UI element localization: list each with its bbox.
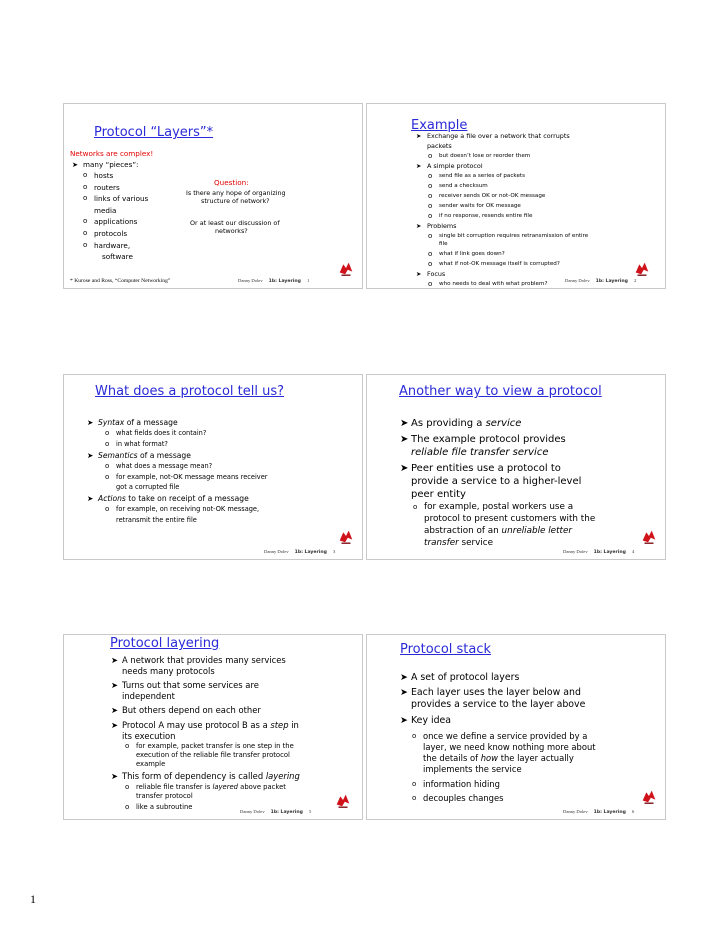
logo-icon [640,527,658,545]
line: got a corrupted file [116,483,180,491]
credit: * Kurose and Ross, “Computer Networking” [70,278,171,284]
line: implements the service [423,764,522,774]
sub-item: o who needs to deal with what problem? [428,280,548,288]
sub-item: o in what format? [105,440,168,448]
bullet: ➤ Exchange a file over a network that corrupts [416,132,570,140]
sub-item: o what fields does it contain? [105,429,207,437]
circle-bullet-icon: o [428,260,433,268]
circle-bullet-icon: o [83,171,88,179]
circle-bullet-icon: o [83,217,88,226]
sub-item: o for example, packet transfer is one step in the [125,742,294,750]
line: protocol to present customers with the [424,514,596,524]
question-label: Question: [214,178,249,187]
sub-item: o but doesn’t lose or reorder them [428,152,531,160]
sub-item: o information hiding [412,779,500,789]
circle-bullet-icon: o [412,780,417,788]
line: retransmit the entire file [116,516,197,524]
arrow-bullet-icon: ➤ [400,687,408,698]
sub-item: o for example, not-OK message means receiver [105,473,268,481]
sub-item: o what if link goes down? [428,250,505,258]
list-item: o applications [83,217,138,227]
sub-item: o sender waits for OK message [428,202,521,210]
list-item: software [102,252,133,262]
circle-bullet-icon: o [428,202,433,210]
sub-item: o what if not-OK message itself is corrupted? [428,260,560,268]
page-number: 1 [30,892,36,906]
line: independent [122,691,175,701]
bullet: ➤ Peer entities use a protocol to [400,463,561,474]
logo-icon [633,259,651,277]
circle-bullet-icon: o [428,172,433,180]
bullet: ➤ Focus [416,270,446,278]
arrow-bullet-icon: ➤ [111,655,119,665]
circle-bullet-icon: o [413,503,418,511]
circle-bullet-icon: o [105,429,110,437]
sub-item: o for example, on receiving not-OK message, [105,505,260,513]
line: provides a service to the layer above [411,699,586,710]
bullet: ➤ As providing a service [400,418,522,429]
bullet: ➤ Protocol A may use protocol B as a step in [111,720,299,730]
sub-item: o send a checksum [428,182,488,190]
list-item: o links of various [83,194,149,204]
slide-title: Protocol layering [110,636,220,651]
slide-3 [63,374,363,560]
logo-icon [640,787,658,805]
bullet: ➤ A simple protocol [416,162,483,170]
arrow-bullet-icon: ➤ [87,494,94,503]
slide-footer: Danny Dolev 1b: Layering 2 [565,278,637,284]
circle-bullet-icon: o [105,505,110,513]
logo-icon [337,259,355,277]
bullet: ➤ Actions to take on receipt of a message [87,494,249,503]
arrow-bullet-icon: ➤ [400,672,408,683]
slide-title: Protocol “Layers”* [94,125,214,140]
arrow-bullet-icon: ➤ [72,160,79,169]
circle-bullet-icon: o [428,232,433,240]
circle-bullet-icon: o [105,462,110,470]
bullet: ➤ many “pieces”: [72,160,139,169]
arrow-bullet-icon: ➤ [87,451,94,460]
circle-bullet-icon: o [428,250,433,258]
arrow-bullet-icon: ➤ [111,680,119,690]
slide-title: Protocol stack [400,642,492,657]
slide-2 [366,103,666,289]
circle-bullet-icon: o [125,783,130,791]
line: abstraction of an unreliable letter [424,526,573,536]
circle-bullet-icon: o [428,192,433,200]
line: provide a service to a higher-level [411,476,582,487]
slide-6 [366,634,666,820]
arrow-bullet-icon: ➤ [416,162,422,170]
logo-icon [334,791,352,809]
question-line: structure of network? [201,197,270,205]
bullet: ➤ Key idea [400,715,452,726]
arrow-bullet-icon: ➤ [416,132,422,140]
circle-bullet-icon: o [125,803,130,811]
list-item: o protocols [83,228,128,238]
slide-title: Another way to view a protocol [399,384,602,399]
slide-footer: Danny Dolev 1b: Layering 6 [563,809,635,815]
list-item: o hardware, [83,240,131,250]
bullet: ➤ But others depend on each other [111,705,261,715]
slide-footer: Danny Dolev 1b: Layering 5 [240,809,312,815]
circle-bullet-icon: o [428,212,433,220]
circle-bullet-icon: o [125,742,130,750]
bullet: ➤ Problems [416,222,457,230]
arrow-bullet-icon: ➤ [111,705,119,715]
question-sub: Or at least our discussion of [190,219,280,227]
circle-bullet-icon: o [83,240,88,249]
circle-bullet-icon: o [428,182,433,190]
arrow-bullet-icon: ➤ [400,715,408,726]
arrow-bullet-icon: ➤ [87,418,94,427]
line: file [439,241,448,247]
arrow-bullet-icon: ➤ [400,418,409,429]
slide-title: What does a protocol tell us? [95,384,285,399]
circle-bullet-icon: o [105,473,110,481]
sub-item: o decouples changes [412,793,504,803]
circle-bullet-icon: o [428,152,433,160]
line: packets [427,142,452,150]
slide-footer: Danny Dolev 1b: Layering 4 [563,549,635,555]
arrow-bullet-icon: ➤ [416,270,422,278]
line: transfer service [424,538,494,548]
sub-item: o for example, postal workers use a [413,502,574,512]
arrow-bullet-icon: ➤ [111,771,119,781]
bullet: ➤ The example protocol provides [400,434,566,445]
slide-4 [366,374,666,560]
logo-icon [337,527,355,545]
bullet: ➤ A network that provides many services [111,655,286,665]
question-sub: networks? [215,227,248,235]
list-item: o routers [83,182,120,192]
line: transfer protocol [136,792,193,800]
slide-1 [63,103,363,289]
line: execution of the reliable file transfer protocol [136,751,290,759]
line: needs many protocols [122,666,215,676]
circle-bullet-icon: o [83,228,88,237]
line: reliable file transfer service [411,447,549,458]
line: the details of how the layer actually [423,753,574,763]
circle-bullet-icon: o [105,440,110,448]
subhead: Networks are complex! [70,149,154,158]
list-item: media [94,205,117,215]
line: peer entity [411,489,466,500]
bullet: ➤ A set of protocol layers [400,672,520,683]
line: its execution [122,731,176,741]
circle-bullet-icon: o [83,194,88,203]
sub-item: o once we define a service provided by a [412,731,588,741]
bullet: ➤ This form of dependency is called layering [111,771,300,781]
sub-item: o reliable file transfer is layered above packet [125,783,286,791]
question-line: Is there any hope of organizing [186,189,286,197]
list-item: o hosts [83,171,114,180]
bullet: ➤ Turns out that some services are [111,680,259,690]
arrow-bullet-icon: ➤ [111,720,119,730]
arrow-bullet-icon: ➤ [416,222,422,230]
sub-item: o what does a message mean? [105,462,213,470]
item-list [83,170,149,263]
sub-item: o single bit corruption requires retransmission of entire [428,232,589,240]
slide-5 [63,634,363,820]
circle-bullet-icon: o [412,794,417,802]
slide-footer: Danny Dolev 1b: Layering 3 [264,549,336,555]
line: layer, we need know nothing more about [423,742,596,752]
circle-bullet-icon: o [428,280,433,288]
slide-footer: Danny Dolev 1b: Layering 1 [238,278,310,284]
bullet: ➤ Syntax of a message [87,418,178,427]
sub-item: o receiver sends OK or not-OK message [428,192,546,200]
circle-bullet-icon: o [83,182,88,191]
sub-item: o if no response, resends entire file [428,212,533,220]
bullet: ➤ Semantics of a message [87,451,191,460]
line: example [136,760,166,768]
slide-title: Example [411,118,468,133]
sub-item: o like a subroutine [125,803,193,811]
arrow-bullet-icon: ➤ [400,434,409,445]
sub-item: o send file as a series of packets [428,172,526,180]
bullet: ➤ Each layer uses the layer below and [400,687,581,698]
arrow-bullet-icon: ➤ [400,463,409,474]
circle-bullet-icon: o [412,732,417,740]
